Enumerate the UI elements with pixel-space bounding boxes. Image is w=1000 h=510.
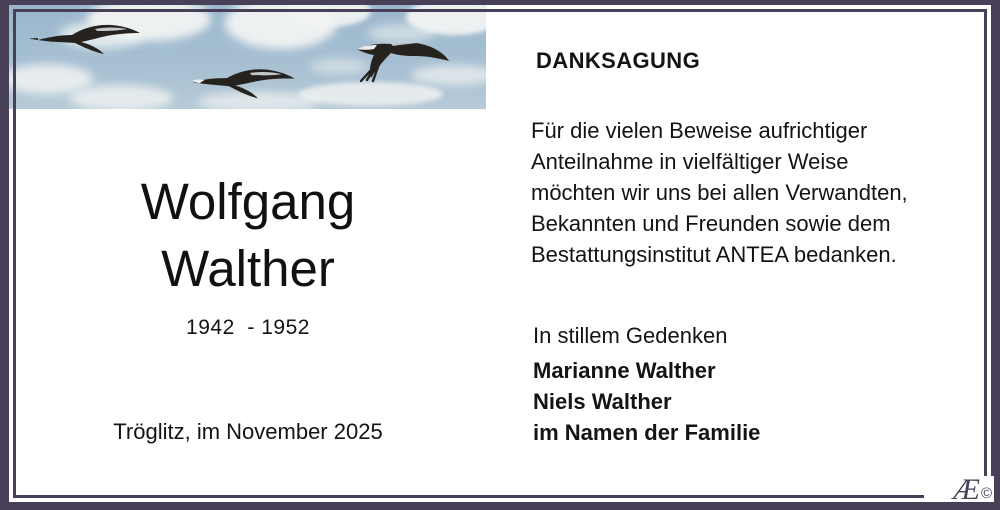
sky-photo (9, 5, 486, 109)
message-line: möchten wir uns bei allen Verwandten, (531, 180, 908, 205)
mourner-name: im Namen der Familie (533, 420, 761, 445)
flying-cranes-illustration (9, 5, 486, 109)
mourner-name: Niels Walther (533, 389, 672, 414)
message-line: Für die vielen Beweise aufrichtiger (531, 118, 868, 143)
message-line: Anteilnahme in vielfältiger Weise (531, 149, 849, 174)
thank-you-message (531, 115, 908, 270)
memorial-line: In stillem Gedenken (533, 323, 728, 348)
mourners-list (533, 355, 760, 448)
mourner-name: Marianne Walther (533, 358, 716, 383)
deceased-last-name: Walther (161, 240, 335, 297)
message-line: Bestattungsinstitut ANTEA bedanken. (531, 242, 897, 267)
copyright-icon: © (980, 485, 992, 502)
publisher-monogram-icon: Æ (953, 473, 980, 506)
life-dates: 1942 - 1952 (186, 316, 310, 339)
message-line: Bekannten und Freunden sowie dem (531, 211, 891, 236)
deceased-name (32, 168, 464, 302)
place-date-line: Tröglitz, im November 2025 (113, 419, 383, 444)
danksagung-heading: DANKSAGUNG (536, 48, 701, 73)
publisher-logo (924, 473, 994, 506)
deceased-first-name: Wolfgang (140, 173, 356, 230)
